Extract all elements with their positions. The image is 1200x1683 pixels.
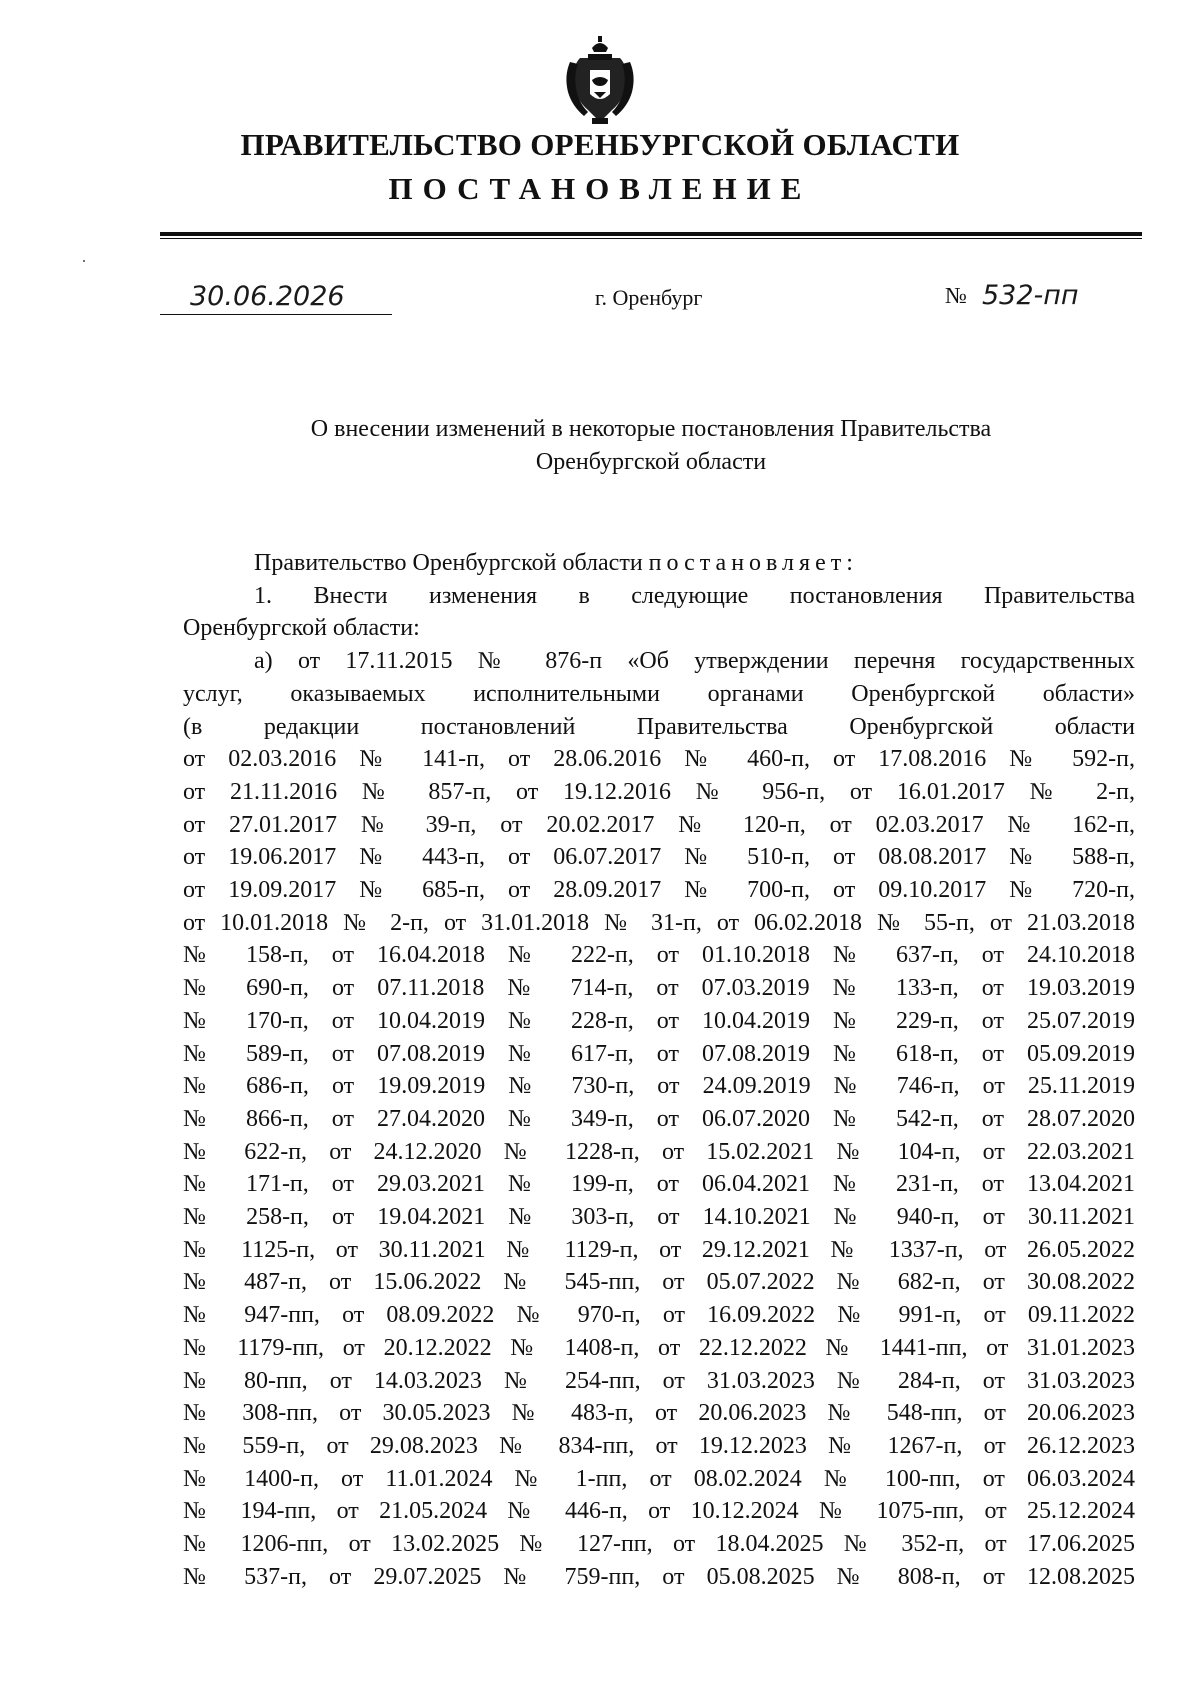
header-divider-thin — [160, 238, 1142, 239]
document-date: 30.06.2026 — [190, 281, 345, 312]
text-line: № 947-пп, от 08.09.2022 № 970-п, от 16.09.2022 № 991-п, от 09.11.2022 — [183, 1302, 1135, 1329]
subject-line: О внесении изменений в некоторые постановления Правительства — [310, 416, 992, 442]
text-line: № 158-п, от 16.04.2018 № 222-п, от 01.10.2018 № 637-п, от 24.10.2018 — [183, 942, 1135, 969]
text-line: от 19.09.2017 № 685-п, от 28.09.2017 № 700-п, от 09.10.2017 № 720-п, — [183, 877, 1135, 904]
document-subject — [160, 413, 1142, 479]
text-line: № 1125-п, от 30.11.2021 № 1129-п, от 29.12.2021 № 1337-п, от 26.05.2022 — [183, 1236, 1135, 1263]
text-line: № 559-п, от 29.08.2023 № 834-пп, от 19.12.2023 № 1267-п, от 26.12.2023 — [183, 1432, 1135, 1459]
text-line: № 170-п, от 10.04.2019 № 228-п, от 10.04.2019 № 229-п, от 25.07.2019 — [183, 1007, 1135, 1034]
text-line: № 589-п, от 07.08.2019 № 617-п, от 07.08.2019 № 618-п, от 05.09.2019 — [183, 1040, 1135, 1067]
text-line: № 80-пп, от 14.03.2023 № 254-пп, от 31.03.2023 № 284-п, от 31.03.2023 — [183, 1367, 1135, 1394]
intro-paragraph — [183, 547, 1135, 580]
coat-of-arms-emblem — [562, 36, 638, 126]
text-line: № 686-п, от 19.09.2019 № 730-п, от 24.09.2019 № 746-п, от 25.11.2019 — [183, 1073, 1135, 1100]
document-number: 532-пп — [982, 280, 1079, 311]
text-line: № 171-п, от 29.03.2021 № 199-п, от 06.04.2021 № 231-п, от 13.04.2021 — [183, 1171, 1135, 1198]
header-divider-thick — [160, 232, 1142, 236]
text-line: № 866-п, от 27.04.2020 № 349-п, от 06.07.2020 № 542-п, от 28.07.2020 — [183, 1105, 1135, 1132]
subitem-a-paragraph — [183, 645, 1135, 1593]
text-line: от 10.01.2018 № 2-п, от 31.01.2018 № 31-п, от 06.02.2018 № 55-п, от 21.03.2018 — [183, 909, 1135, 936]
text-line: от 27.01.2017 № 39-п, от 20.02.2017 № 120-п, от 02.03.2017 № 162-п, — [183, 811, 1135, 838]
number-sign: № — [945, 283, 967, 308]
text-line: а) от 17.11.2015 № 876-п «Об утверждении перечня государственных — [254, 648, 1135, 675]
organization-title: ПРАВИТЕЛЬСТВО ОРЕНБУРГСКОЙ ОБЛАСТИ — [240, 127, 960, 162]
text-line: № 194-пп, от 21.05.2024 № 446-п, от 10.12.2024 № 1075-пп, от 25.12.2024 — [183, 1498, 1135, 1525]
text-line: № 622-п, от 24.12.2020 № 1228-п, от 15.02.2021 № 104-п, от 22.03.2021 — [183, 1138, 1135, 1165]
text-line: № 537-п, от 29.07.2025 № 759-пп, от 05.08.2025 № 808-п, от 12.08.2025 — [183, 1563, 1135, 1590]
text-line: № 690-п, от 07.11.2018 № 714-п, от 07.03.2019 № 133-п, от 19.03.2019 — [183, 975, 1135, 1002]
date-underline — [160, 314, 392, 315]
scan-speck — [83, 260, 85, 262]
document-type-title: ПОСТАНОВЛЕНИЕ — [388, 171, 812, 206]
text-line: № 487-п, от 15.06.2022 № 545-пп, от 05.07.2022 № 682-п, от 30.08.2022 — [183, 1269, 1135, 1296]
text-line: № 308-пп, от 30.05.2023 № 483-п, от 20.06.2023 № 548-пп, от 20.06.2023 — [183, 1400, 1135, 1427]
subject-line: Оренбургской области — [535, 449, 767, 475]
text-line: Оренбургской области: — [183, 615, 420, 642]
text-line: от 19.06.2017 № 443-п, от 06.07.2017 № 510-п, от 08.08.2017 № 588-п, — [183, 844, 1135, 871]
document-body — [183, 547, 1135, 1594]
intro-text: Правительство Оренбургской области — [254, 550, 643, 576]
text-line: (в редакции постановлений Правительства Оренбургской области — [183, 713, 1135, 740]
text-line: от 02.03.2016 № 141-п, от 28.06.2016 № 460-п, от 17.08.2016 № 592-п, — [183, 746, 1135, 773]
text-line: № 1179-пп, от 20.12.2022 № 1408-п, от 22.12.2022 № 1441-пп, от 31.01.2023 — [183, 1334, 1135, 1361]
text-line: № 258-п, от 19.04.2021 № 303-п, от 14.10.2021 № 940-п, от 30.11.2021 — [183, 1204, 1135, 1231]
intro-verb: постановляет: — [648, 550, 858, 576]
text-line: № 1206-пп, от 13.02.2025 № 127-пп, от 18.04.2025 № 352-п, от 17.06.2025 — [183, 1531, 1135, 1558]
document-city: г. Оренбург — [595, 285, 703, 310]
item-1-paragraph — [183, 580, 1135, 645]
text-line: от 21.11.2016 № 857-п, от 19.12.2016 № 956-п, от 16.01.2017 № 2-п, — [183, 778, 1135, 805]
text-line: услуг, оказываемых исполнительными органами Оренбургской области» — [183, 680, 1135, 707]
text-line: 1. Внести изменения в следующие постановления Правительства — [254, 582, 1135, 609]
text-line: № 1400-п, от 11.01.2024 № 1-пп, от 08.02.2024 № 100-пп, от 06.03.2024 — [183, 1465, 1135, 1492]
